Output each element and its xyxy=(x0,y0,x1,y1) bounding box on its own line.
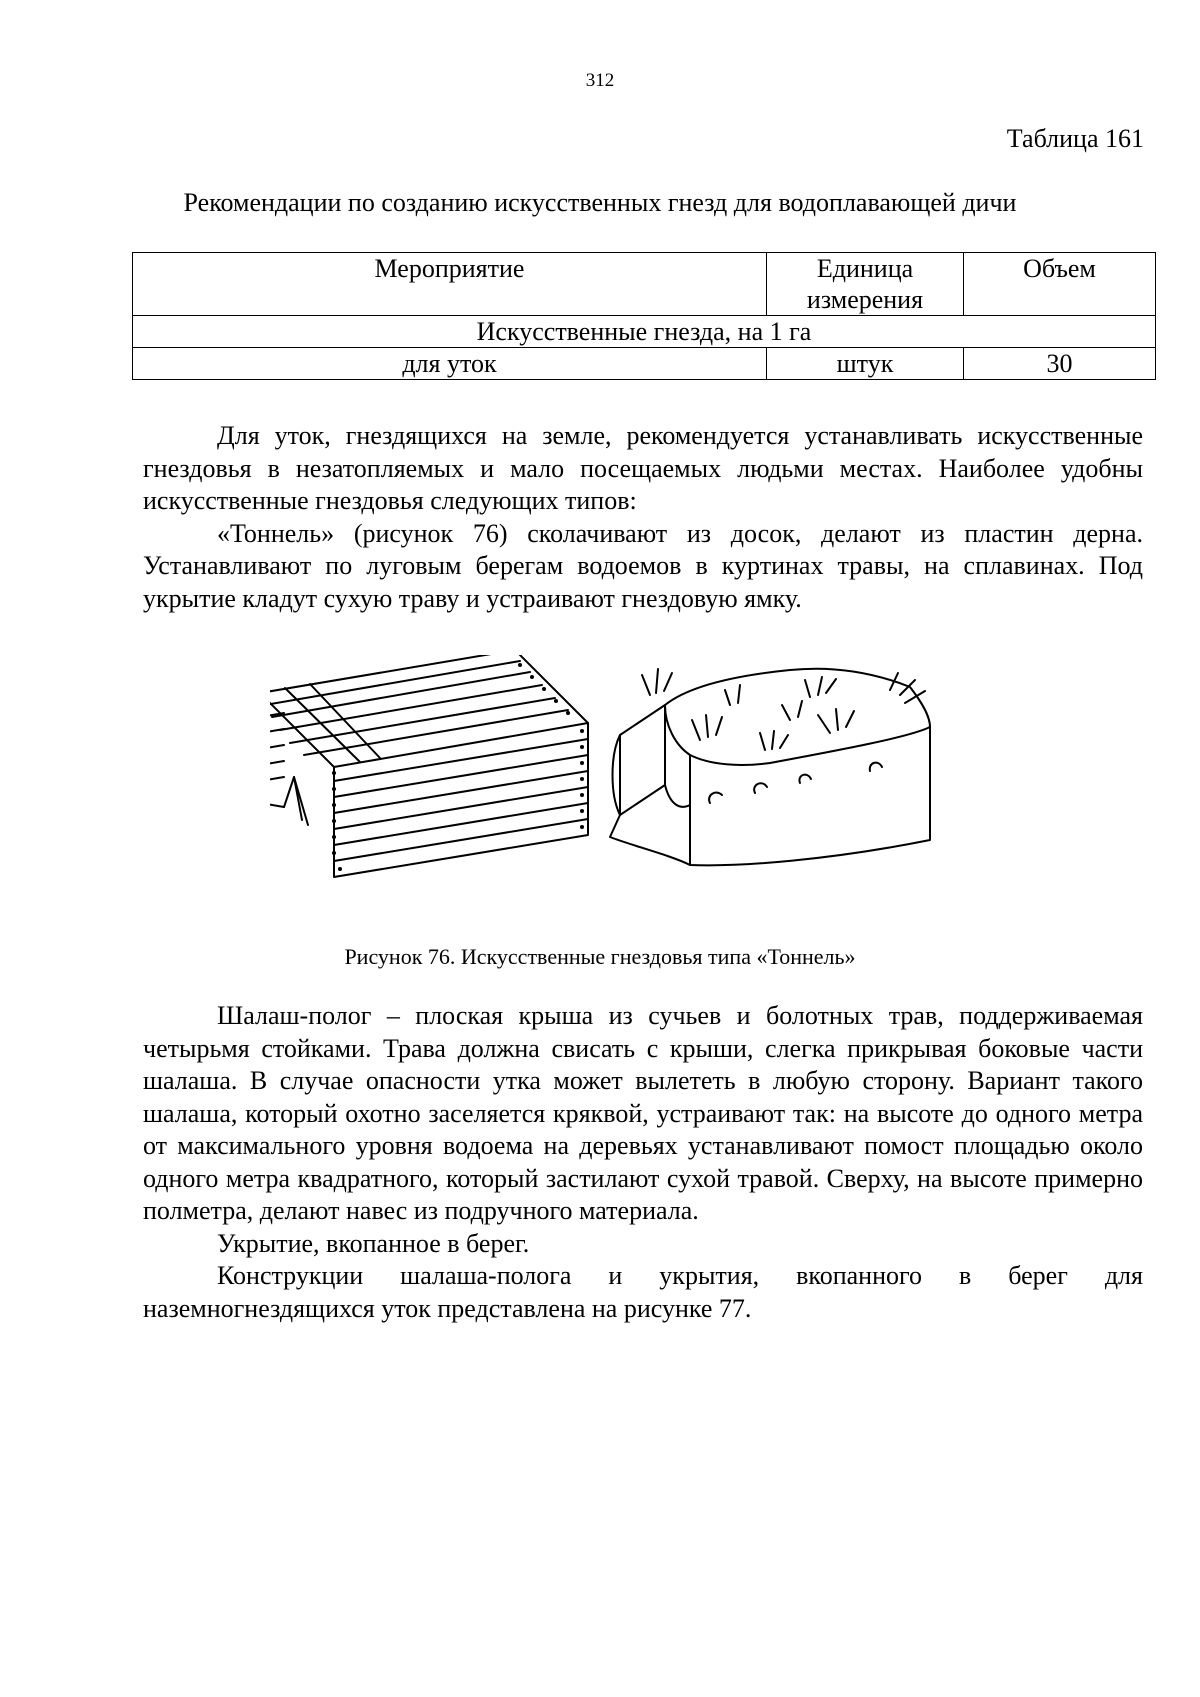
figure-caption: Рисунок 76. Искусственные гнездовья типа «Тоннель» xyxy=(344,944,856,969)
table-title: Рекомендации по созданию искусственных гнезд для водоплавающей дичи xyxy=(183,188,1017,217)
paragraph: Для уток, гнездящихся на земле, рекомендуется устанавливать искусственные гнездовья в незатопляемых и мало посещаемых людьми местах. Наиболее удобны искусственные гнездовья следующих типов: xyxy=(143,421,1143,515)
cell-unit: штук xyxy=(767,348,964,380)
cell-activity: для уток xyxy=(133,348,767,380)
body-text-1 xyxy=(143,420,1143,615)
wooden-tunnel-drawing xyxy=(270,655,588,877)
table-row xyxy=(133,348,1156,380)
cell-volume: 30 xyxy=(964,348,1156,380)
section-label: Искусственные гнезда, на 1 га xyxy=(133,316,1156,348)
header-unit: Единица измерения xyxy=(767,253,964,316)
tunnel-nests-illustration xyxy=(270,655,1020,945)
turf-tunnel-drawing xyxy=(610,669,930,866)
paragraph: Шалаш-полог – плоская крыша из сучьев и болотных трав, поддерживаемая четырьмя стойками. Трава должна свисать с крыши, слегка прикрывая боковые части шалаша. В случае опасности утка может вылететь в любую сторону. Вариант такого шалаша, который охотно заселяется кряквой, устраивают так: на высоте до одного метра от максимального уровня водоема на деревьях устанавливают помост площадью около одного метра квадратного, который застилают сухой травой. Сверху, на высоте примерно полметра, делают навес из подручного материала. xyxy=(143,1001,1143,1225)
table-section-row xyxy=(133,316,1156,348)
paragraph: Конструкции шалаша-полога и укрытия, вкопанного в берег для наземногнездящихся уток представлена на рисунке 77. xyxy=(143,1261,1143,1323)
paragraph: Укрытие, вкопанное в берег. xyxy=(217,1228,530,1258)
recommendations-table xyxy=(132,252,1156,380)
page-number: 312 xyxy=(585,70,615,91)
table-label: Таблица 161 xyxy=(1006,124,1144,153)
header-volume: Объем xyxy=(964,253,1156,316)
paragraph: «Тоннель» (рисунок 76) сколачивают из досок, делают из пластин дерна. Устанавливают по луговым берегам водоемов в куртинах травы, на сплавинах. Под укрытие кладут сухую траву и устраивают гнездовую ямку. xyxy=(143,518,1143,613)
body-text-2 xyxy=(143,1000,1143,1325)
header-activity: Мероприятие xyxy=(133,253,767,316)
table-header-row xyxy=(133,253,1156,316)
